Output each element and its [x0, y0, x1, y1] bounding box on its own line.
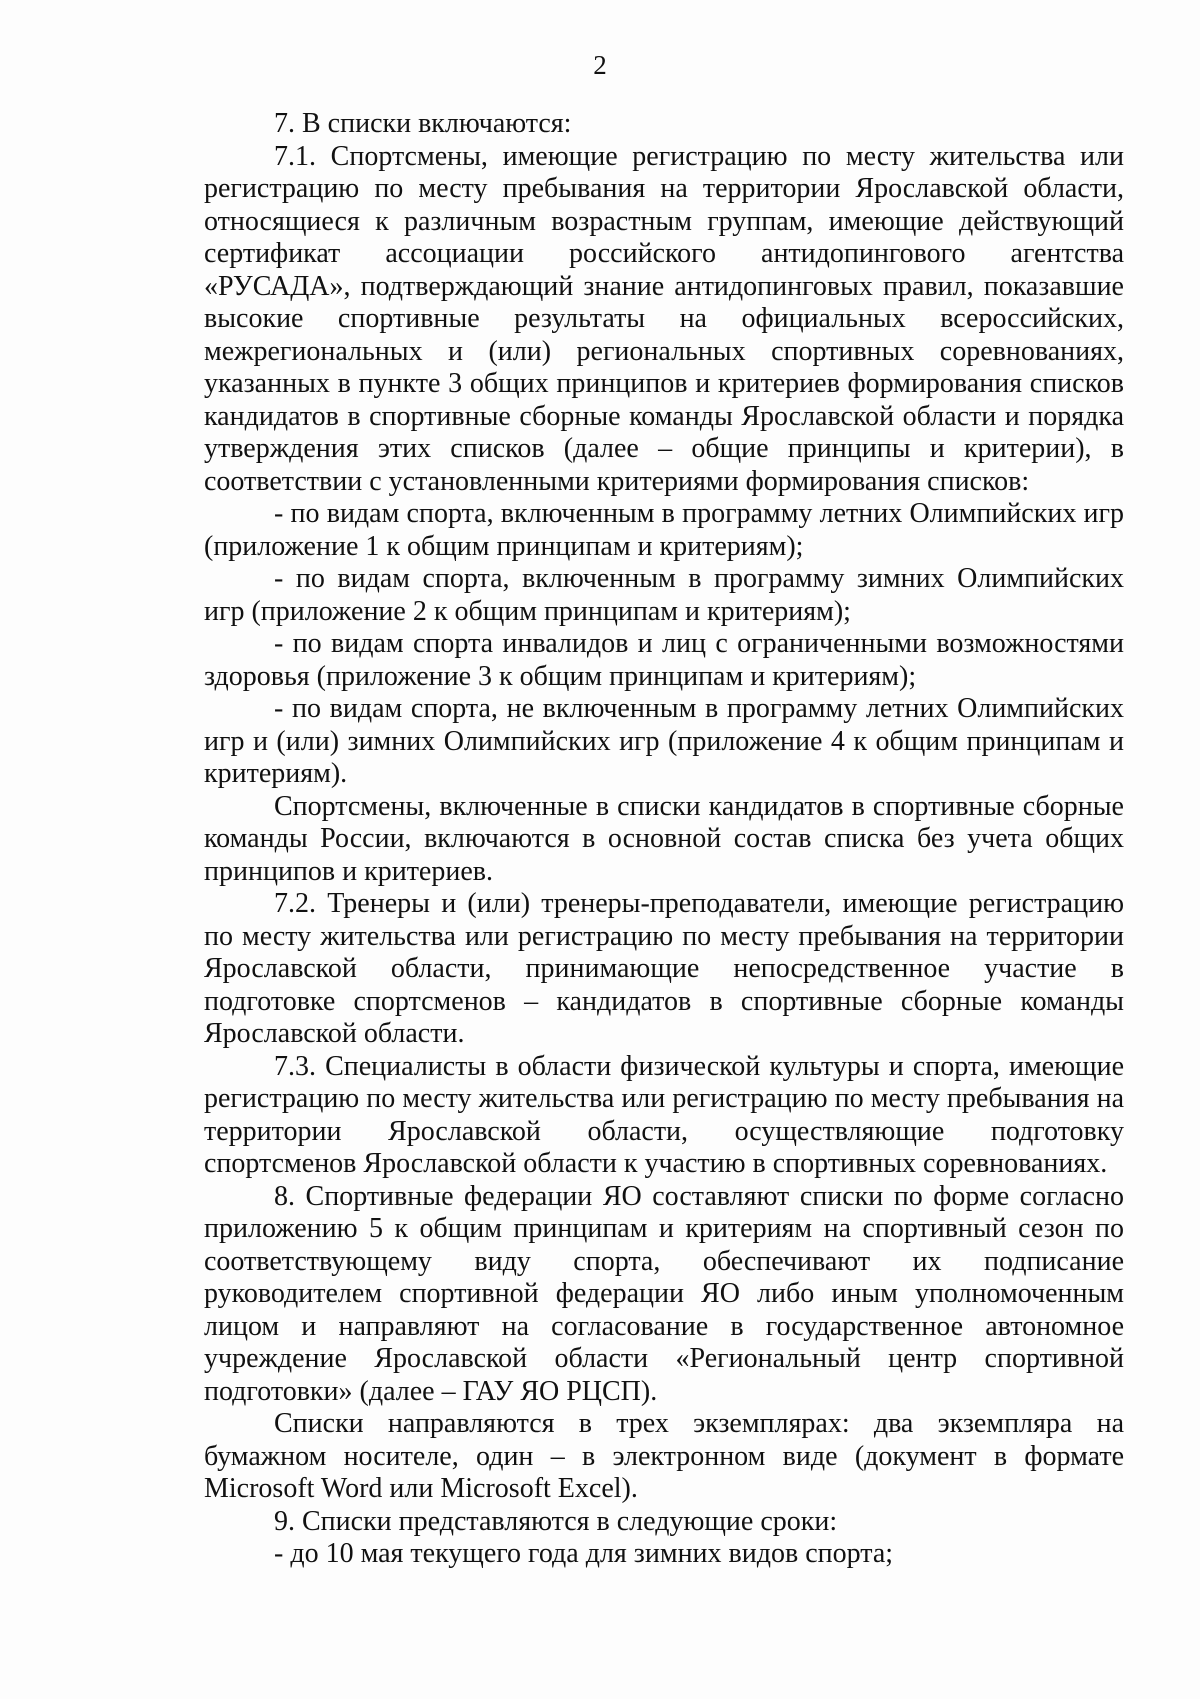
page-number: 2: [593, 50, 607, 80]
paragraph-9: 9. Списки представляются в следующие сроки:: [274, 1505, 838, 1537]
paragraph-7-2: 7.2. Тренеры и (или) тренеры-преподаватели, имеющие регистрацию по месту жительства или регистрацию по месту пребывания на территории Ярославской области, принимающие непосредственное участие в подготовке спортсменов – кандидатов в спортивные сборные команды Ярославской области.: [204, 888, 1124, 1049]
paragraph-7-3: 7.3. Специалисты в области физической культуры и спорта, имеющие регистрацию по месту жительства или регистрацию по месту пребывания на территории Ярославской области, осуществляющие подготовку спортсменов Ярославской области к участию в спортивных соревнованиях.: [204, 1050, 1124, 1179]
list-item-non-olympic: - по видам спорта, не включенным в программу летних Олимпийских игр и (или) зимних Олимпийских игр (приложение 4 к общим принципам и критериям).: [204, 693, 1124, 789]
list-item-summer-olympic: - по видам спорта, включенным в программу летних Олимпийских игр (приложение 1 к общим принципам и критериям);: [204, 498, 1124, 562]
paragraph-7-heading: 7. В списки включаются:: [274, 108, 572, 139]
paragraph-copies: Списки направляются в трех экземплярах: два экземпляра на бумажном носителе, один – в электронном виде (документ в формате Microsoft Word или Microsoft Excel).: [204, 1408, 1124, 1504]
paragraph-8: 8. Спортивные федерации ЯО составляют списки по форме согласно приложению 5 к общим принципам и критериям на спортивный сезон по соответствующему виду спорта, обеспечивают их подписание руководителем спортивной федерации ЯО либо иным уполномоченным лицом и направляют на согласование в государственное автономное учреждение Ярославской области «Региональный центр спортивной подготовки» (далее – ГАУ ЯО РЦСП).: [204, 1180, 1124, 1407]
document-body: [204, 108, 1124, 1571]
list-item-disabled-sports: - по видам спорта инвалидов и лиц с ограниченными возможностями здоровья (приложение 3 к общим принципам и критериям);: [204, 628, 1124, 692]
list-item-deadline-winter: - до 10 мая текущего года для зимних видов спорта;: [274, 1538, 894, 1569]
paragraph-russia-team: Спортсмены, включенные в списки кандидатов в спортивные сборные команды России, включаются в основной состав списка без учета общих принципов и критериев.: [204, 790, 1124, 887]
list-item-winter-olympic: - по видам спорта, включенным в программу зимних Олимпийских игр (приложение 2 к общим принципам и критериям);: [204, 563, 1124, 627]
paragraph-7-1: 7.1. Спортсмены, имеющие регистрацию по месту жительства или регистрацию по месту пребывания на территории Ярославской области, относящиеся к различным возрастным группам, имеющие действующий сертификат ассоциации российского антидопингового агентства «РУСАДА», подтверждающий знание антидопинговых правил, показавшие высокие спортивные результаты на официальных всероссийских, межрегиональных и (или) региональных спортивных соревнованиях, указанных в пункте 3 общих принципов и критериев формирования списков кандидатов в спортивные сборные команды Ярославской области и порядка утверждения этих списков (далее – общие принципы и критерии), в соответствии с установленными критериями формирования списков:: [204, 140, 1124, 497]
